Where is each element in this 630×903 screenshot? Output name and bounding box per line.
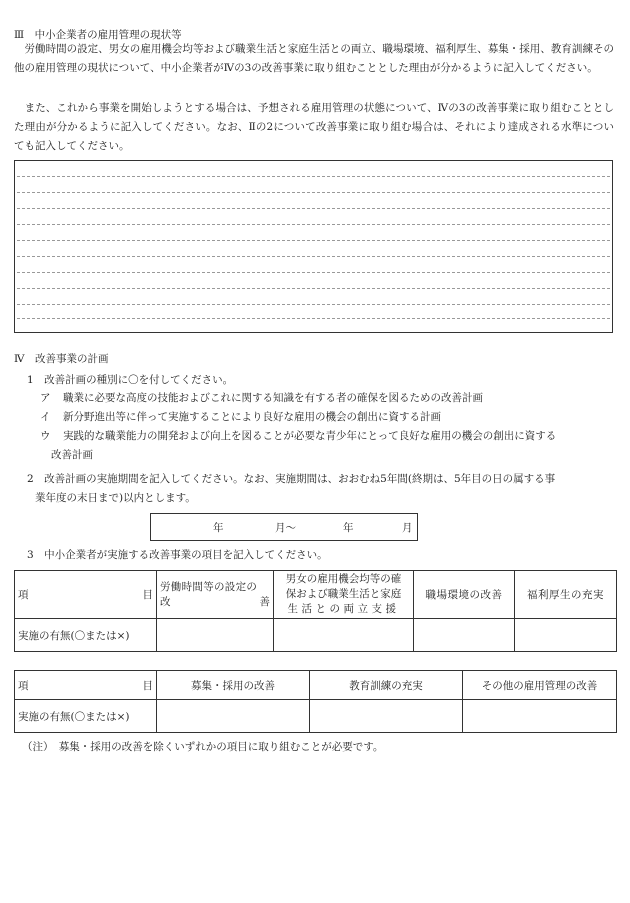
writing-line [17,256,610,257]
table1-col-equal-opportunity: 男女の雇用機会均等の確 保および職業生活と家庭 生活との両立支援 [274,571,414,619]
note: （注） 募集・採用の改善を除くいずれかの項目に取り組むことが必要です。 [22,741,384,753]
table1-row-label: 実施の有無(〇または×) [15,619,157,652]
table1-col-welfare: 福利厚生の充実 [515,571,617,619]
writing-line [17,208,610,209]
table1-col-workplace-env: 職場環境の改善 [414,571,515,619]
table1-col-working-hours: 労働時間等の設定の 改 善 [157,571,274,619]
table2-row-label: 実施の有無(〇または×) [15,700,157,733]
table2-cell-other[interactable] [463,700,617,733]
writing-line [17,240,610,241]
table1-header-row [15,571,617,619]
improvement-items-table-1 [14,570,617,652]
option-a-label: 職業に必要な高度の技能およびこれに関する知識を有する者の確保を図るための改善計画 [63,392,483,404]
table2-col-other: その他の雇用管理の改善 [463,671,617,700]
table2-cell-recruitment[interactable] [157,700,310,733]
table1-cell-equal-opportunity[interactable] [274,619,414,652]
period-end-year: 年 [343,522,354,534]
table2-cell-training[interactable] [310,700,463,733]
section3-heading: Ⅲ 中小企業者の雇用管理の現状等 [14,29,182,41]
option-u-label-line1: 実践的な職業能力の開発および向上を図ることが必要な青少年にとって良好な雇用の機会の創出に資する [63,430,557,442]
writing-line [17,304,610,305]
writing-line [17,288,610,289]
option-u-label-line2: 改善計画 [51,449,93,461]
question-1: 1 改善計画の種別に〇を付してください。 [27,374,234,386]
section3-para1: 労働時間の設定、男女の雇用機会均等および職業生活と家庭生活との両立、職場環境、福利厚生、募集・採用、教育訓練その他の雇用管理の現状について、中小企業者がⅣの3の改善事業に取り組むこととした理由が分かるように記入してください。 [14,43,614,74]
table2-col-recruitment: 募集・採用の改善 [157,671,310,700]
option-u-mark[interactable]: ウ [40,430,51,442]
writing-line [17,272,610,273]
table1-cell-workplace-env[interactable] [414,619,515,652]
question-2-line1: 2 改善計画の実施期間を記入してください。なお、実施期間は、おおむね5年間(終期は、5年目の日の属する事 [27,473,556,485]
question-3: 3 中小企業者が実施する改善事業の項目を記入してください。 [27,549,328,561]
implementation-period-field[interactable] [150,513,418,541]
period-end-month: 月 [402,522,413,534]
table1-cell-welfare[interactable] [515,619,617,652]
writing-line [17,224,610,225]
table1-item-header: 項 目 [15,571,157,619]
period-start-month: 月～ [275,522,296,534]
option-a-mark[interactable]: ア [40,392,51,404]
question-2-line2: 業年度の末日まで)以内とします。 [35,492,196,504]
table2-implementation-row [15,700,617,733]
option-i-mark[interactable]: イ [40,411,51,423]
improvement-items-table-2 [14,670,617,733]
table1-implementation-row [15,619,617,652]
section4-heading: Ⅳ 改善事業の計画 [14,353,109,365]
table1-cell-working-hours[interactable] [157,619,274,652]
table2-item-header: 項 目 [15,671,157,700]
writing-line [17,318,610,319]
option-i-label: 新分野進出等に伴って実施することにより良好な雇用の機会の創出に資する計画 [63,411,441,423]
section3-para2: また、これから事業を開始しようとする場合は、予想される雇用管理の状態について、Ⅳの3の改善事業に取り組むこととした理由が分かるように記入してください。なお、Ⅱの2について改善事業に取り組む場合は、それにより達成される水準についても記入してください。 [14,102,614,152]
table2-header-row [15,671,617,700]
current-status-textarea[interactable] [14,160,613,333]
period-start-year: 年 [213,522,224,534]
writing-line [17,192,610,193]
table2-col-training: 教育訓練の充実 [310,671,463,700]
writing-line [17,176,610,177]
